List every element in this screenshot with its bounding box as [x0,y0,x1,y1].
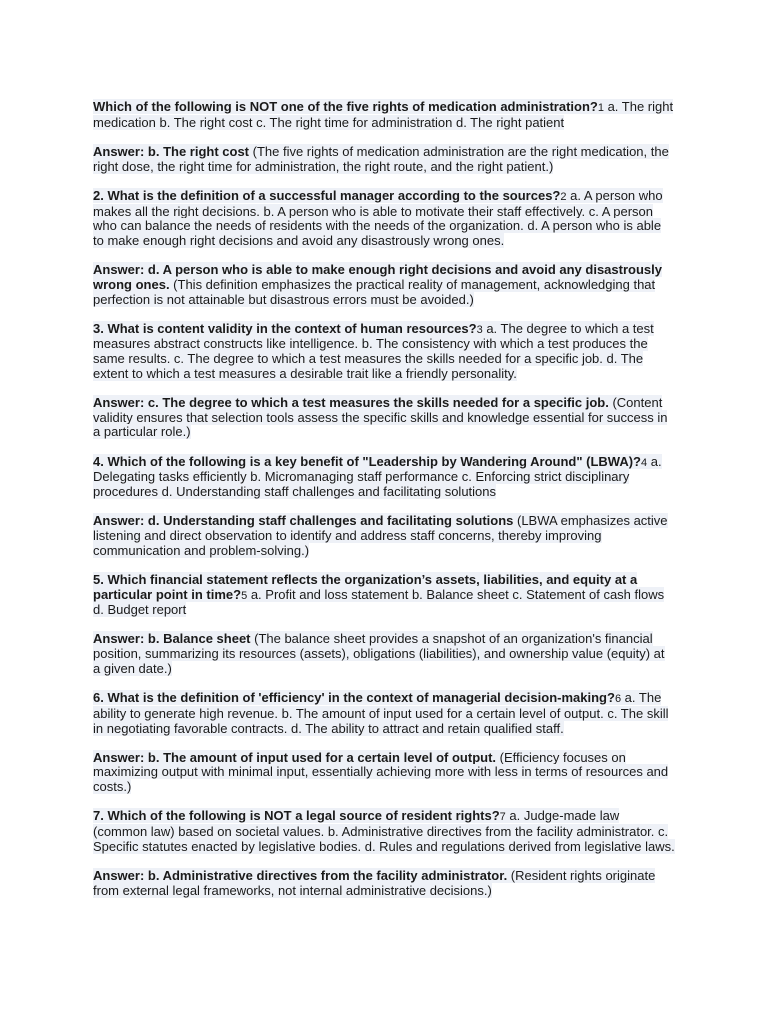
question-text: 3. What is content validity in the context of human resources? [93,320,477,336]
question-text: 2. What is the definition of a successful manager according to the sources? [93,187,561,203]
answer-explanation: (LBWA emphasizes active listening and direct observation to identify and address staff concerns, thereby improving communication and problem-solving.) [93,513,668,558]
question-number: 5 [241,589,248,602]
answer-text: Answer: b. The right cost [93,143,250,159]
question-number: 7 [499,811,506,824]
question-number: 1 [597,102,604,114]
answer-text: Answer: c. The degree to which a test measures the skills needed for a specific job. [93,395,609,411]
answer-text: Answer: d. A person who is able to make enough right decisions and avoid any disastrously wrong ones. [93,262,662,292]
document-page [93,100,675,913]
answer-paragraph [93,263,675,307]
question-number: 2 [560,190,567,203]
question-text: 4. Which of the following is a key benefit of "Leadership by Wandering Around" (LBWA)? [93,453,641,469]
question-number: 4 [641,456,648,469]
answer-text: Answer: d. Understanding staff challenges and facilitating solutions [93,513,514,529]
question-paragraph [93,691,675,736]
question-text: 5. Which financial statement reflects the organization’s assets, liabilities, and equity at a particular point in time? [93,571,638,602]
answer-text: Answer: b. The amount of input used for a certain level of output. [93,749,497,765]
question-options: a. The ability to generate high revenue. b. The amount of input used for a certain level of output. c. The skill in negotiating favorable contracts. d. The ability to attract and retain qualified staff. [93,690,669,736]
question-text: 7. Which of the following is NOT a legal source of resident rights? [93,808,500,824]
question-text: 6. What is the definition of 'efficiency' in the context of managerial decision-making? [93,690,615,706]
answer-paragraph [93,869,675,898]
answer-paragraph [93,751,675,795]
answer-paragraph [93,396,675,440]
question-number: 6 [614,693,622,706]
question-options: a. The right medication b. The right cost c. The right time for administration d. The right patient [93,99,674,130]
question-options: a. Judge-made law (common law) based on societal values. b. Administrative directives from the facility administrator. c. Specific statutes enacted by legislative bodies. d. Rules and regulations derived from legislative laws. [93,808,675,854]
question-number: 3 [476,323,483,336]
answer-paragraph [93,514,675,558]
answer-text: Answer: b. Balance sheet [93,631,251,647]
question-paragraph [93,322,675,382]
question-paragraph [93,189,675,249]
question-paragraph [93,573,675,618]
question-options: a. A person who makes all the right decisions. b. A person who is able to motivate their staff effectively. c. A person who can balance the needs of residents with the needs of the organization. d. A person who is able to make enough right decisions and avoid any disastrously wrong ones. [93,187,663,248]
answer-paragraph [93,145,675,174]
question-options: a. The degree to which a test measures abstract constructs like intelligence. b. The consistency with which a test produces the same results. c. The degree to which a test measures the skills needed for a specific job. d. The extent to which a test measures a desirable trait like a friendly personality. [93,320,654,381]
answer-explanation: (The balance sheet provides a snapshot of an organization's financial position, summarizing its resources (assets), obligations (liabilities), and ownership value (equity) at a given date.) [93,631,665,676]
answer-text: Answer: b. Administrative directives from the facility administrator. [93,867,508,883]
answer-explanation: (Resident rights originate from external legal frameworks, not internal administrative decisions.) [93,867,656,898]
question-paragraph [93,809,675,854]
question-options: a. Delegating tasks efficiently b. Micromanaging staff performance c. Enforcing strict disciplinary procedures d. Understanding staff challenges and facilitating solutions [93,453,662,500]
answer-paragraph [93,632,675,676]
answer-explanation: (Efficiency focuses on maximizing output with minimal input, essentially achieving more with less in terms of resources and costs.) [93,749,669,795]
question-text: Which of the following is NOT one of the five rights of medication administration? [93,99,598,114]
answer-explanation: (Content validity ensures that selection tools assess the specific skills and knowledge essential for success in a particular role.) [93,395,668,440]
answer-explanation: (This definition emphasizes the practical reality of management, acknowledging that perfection is not attainable but disastrous errors must be avoided.) [93,276,656,307]
question-paragraph [93,455,675,500]
answer-explanation: (The five rights of medication administration are the right medication, the right dose, the right time for administration, the right route, and the right patient.) [93,143,669,174]
question-paragraph [93,100,675,130]
question-options: a. Profit and loss statement b. Balance sheet c. Statement of cash flows d. Budget report [93,586,665,618]
